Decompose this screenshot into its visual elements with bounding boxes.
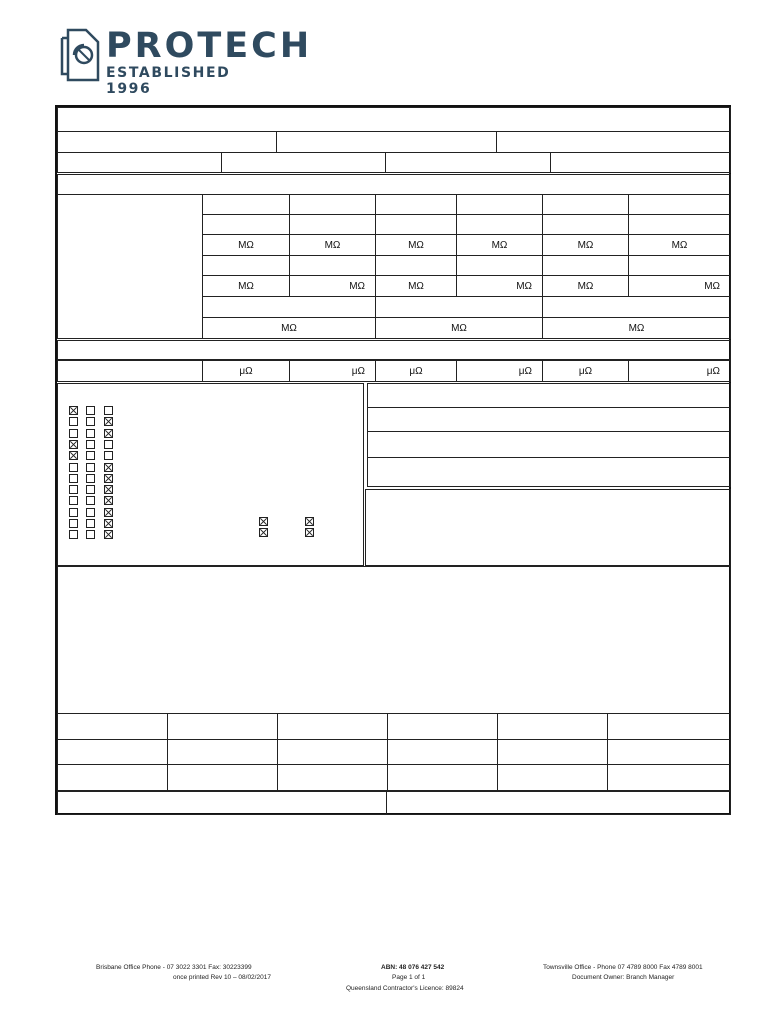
cr-value-cell[interactable]: μΩ [542,360,629,382]
checklist-checkbox[interactable] [69,530,78,539]
remarks-field-3[interactable] [367,431,731,458]
checklist-checkbox[interactable] [69,429,78,438]
ir-value-cell[interactable]: MΩ [375,275,457,297]
ir-value-cell[interactable]: MΩ [375,234,457,256]
company-logo [60,26,313,97]
ir-cell[interactable] [542,194,629,215]
ir-cell[interactable] [542,214,629,235]
checklist-checkbox[interactable] [86,519,95,528]
sign-cell[interactable] [277,739,388,765]
ir-cell[interactable] [289,255,376,276]
ir-cell[interactable] [375,214,457,235]
checklist-checkbox[interactable] [86,508,95,517]
checklist-checkbox[interactable] [104,406,113,415]
header-field-6[interactable] [385,152,551,173]
contractor-licence: Queensland Contractor's Licence: 89824 [346,985,464,992]
sign-cell[interactable] [497,764,608,791]
checklist-checkbox[interactable] [104,485,113,494]
ir-cell[interactable] [456,255,543,276]
checklist-checkbox[interactable] [104,519,113,528]
cr-value-cell[interactable]: μΩ [375,360,457,382]
ir-value-cell[interactable]: MΩ [542,275,629,297]
logo-mark-icon [60,28,100,82]
sign-cell[interactable] [167,739,278,765]
ir-cell[interactable] [456,194,543,215]
checklist-checkbox[interactable] [86,474,95,483]
ir-cell[interactable] [202,296,376,318]
sign-cell[interactable] [607,713,731,740]
sign-cell[interactable] [607,764,731,791]
document-owner: Document Owner: Branch Manager [572,974,675,981]
ir-cell[interactable] [628,194,731,215]
ir-cell[interactable] [202,214,290,235]
townsville-office: Townsville Office - Phone 07 4789 8000 Fax 4789 8001 [543,964,703,971]
ir-value-cell[interactable]: MΩ [289,234,376,256]
checklist-checkbox[interactable] [86,417,95,426]
sign-cell[interactable] [57,739,168,765]
ir-value-cell[interactable]: MΩ [456,275,543,297]
contact-resistance-label [57,360,203,382]
remarks-field-1[interactable] [367,383,731,408]
ir-cell[interactable] [375,255,457,276]
remarks-field-4[interactable] [367,457,731,487]
remarks-box[interactable] [365,489,731,566]
footer-field-right[interactable] [386,791,731,815]
ir-cell[interactable] [542,296,731,318]
sign-cell[interactable] [57,713,168,740]
comments-area[interactable] [57,566,731,714]
ir-cell[interactable] [628,214,731,235]
checklist-checkbox[interactable] [259,528,268,537]
ir-cell[interactable] [375,194,457,215]
checklist-checkbox[interactable] [104,440,113,449]
checklist-checkbox[interactable] [69,508,78,517]
checklist-checkbox[interactable] [69,463,78,472]
logo-wordmark: PROTECH [106,26,313,66]
test-report-form [55,105,731,815]
ir-cell[interactable] [202,255,290,276]
checklist-checkbox[interactable] [104,508,113,517]
cr-value-cell[interactable]: μΩ [289,360,376,382]
remarks-field-2[interactable] [367,407,731,432]
checklist-checkbox[interactable] [104,417,113,426]
sign-cell[interactable] [387,764,498,791]
ir-cell[interactable] [628,255,731,276]
sign-cell[interactable] [387,713,498,740]
checklist-checkbox[interactable] [69,474,78,483]
sign-cell[interactable] [277,713,388,740]
ir-value-cell[interactable]: MΩ [375,317,543,339]
ir-cell[interactable] [289,194,376,215]
ir-cell[interactable] [289,214,376,235]
cr-value-cell[interactable]: μΩ [456,360,543,382]
header-field-2[interactable] [276,131,497,153]
checklist-checkbox[interactable] [69,406,78,415]
header-field-7[interactable] [550,152,731,173]
header-field-5[interactable] [221,152,386,173]
ir-value-cell[interactable]: MΩ [202,234,290,256]
checklist-checkbox[interactable] [86,406,95,415]
checklist-checkbox[interactable] [104,474,113,483]
checklist-checkbox[interactable] [69,496,78,505]
ir-cell[interactable] [202,194,290,215]
checklist-checkbox[interactable] [86,485,95,494]
ir-value-cell[interactable]: MΩ [542,317,731,339]
header-field-3[interactable] [496,131,731,153]
sign-cell[interactable] [607,739,731,765]
sign-cell[interactable] [497,713,608,740]
ir-value-cell[interactable]: MΩ [289,275,376,297]
header-field-1[interactable] [57,131,277,153]
checklist-checkbox[interactable] [305,528,314,537]
ir-cell[interactable] [542,255,629,276]
sign-cell[interactable] [387,739,498,765]
ir-value-cell[interactable]: MΩ [542,234,629,256]
checklist-checkbox[interactable] [104,429,113,438]
cr-value-cell[interactable]: μΩ [628,360,731,382]
checklist-checkbox[interactable] [86,496,95,505]
print-revision: once printed Rev 10 – 08/02/2017 [173,974,271,981]
sign-cell[interactable] [167,764,278,791]
form-title-row[interactable] [57,107,731,132]
checklist-checkbox[interactable] [104,530,113,539]
ir-value-cell[interactable]: MΩ [628,234,731,256]
ir-value-cell[interactable]: MΩ [456,234,543,256]
checklist-checkbox[interactable] [104,496,113,505]
header-field-4[interactable] [57,152,222,173]
footer-field-left[interactable] [57,791,387,815]
checklist-checkbox[interactable] [69,451,78,460]
ir-value-cell[interactable]: MΩ [202,275,290,297]
checklist-checkbox[interactable] [69,519,78,528]
checklist-checkbox[interactable] [259,517,268,526]
ir-value-cell[interactable]: MΩ [202,317,376,339]
checklist-checkbox[interactable] [86,451,95,460]
sign-cell[interactable] [57,764,168,791]
ir-value-cell[interactable]: MΩ [628,275,731,297]
checklist-checkbox[interactable] [104,451,113,460]
checklist-checkbox[interactable] [69,440,78,449]
brisbane-office: Brisbane Office Phone - 07 3022 3301 Fax: 30223399 [96,964,252,971]
checklist-checkbox[interactable] [305,517,314,526]
page-number: Page 1 of 1 [392,974,426,981]
cr-value-cell[interactable]: μΩ [202,360,290,382]
sign-cell[interactable] [167,713,278,740]
checklist-checkbox[interactable] [86,463,95,472]
ir-cell[interactable] [375,296,543,318]
checklist-checkbox[interactable] [86,530,95,539]
checklist-checkbox[interactable] [86,440,95,449]
insulation-section-header [57,174,731,195]
checklist-checkbox[interactable] [69,485,78,494]
sign-cell[interactable] [277,764,388,791]
sign-cell[interactable] [497,739,608,765]
insulation-label-block [57,194,203,339]
checklist-checkbox[interactable] [86,429,95,438]
logo-tagline: ESTABLISHED 1996 [106,65,231,97]
checklist-checkbox[interactable] [104,463,113,472]
contact-resistance-header [57,340,731,360]
ir-cell[interactable] [456,214,543,235]
checklist-checkbox[interactable] [69,417,78,426]
abn: ABN: 48 076 427 542 [381,964,445,971]
